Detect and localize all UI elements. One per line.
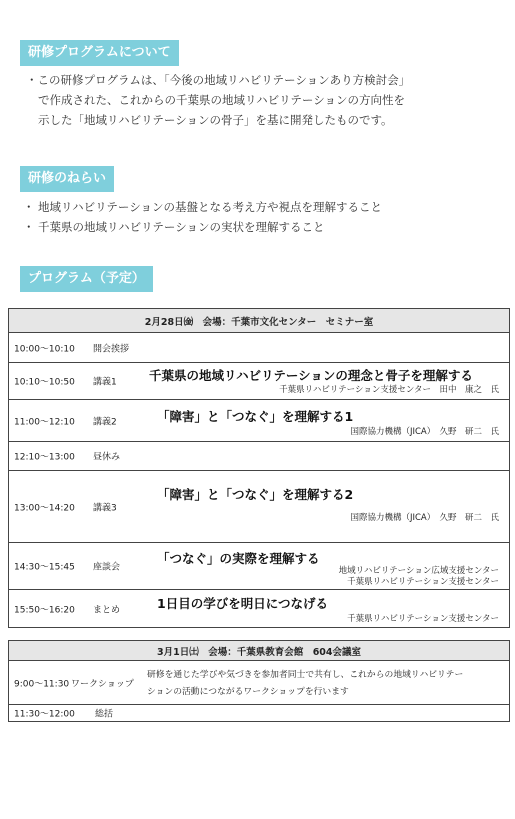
- row-speaker: 国際協力機構（JICA） 久野 研二 氏: [350, 427, 499, 437]
- section-heading-aims: 研修のねらい: [20, 166, 114, 192]
- table-row: [9, 543, 510, 590]
- table-row: [9, 363, 510, 400]
- program-table-day2: [8, 640, 510, 722]
- row-title: 1日目の学びを明日につなげる: [157, 596, 328, 611]
- about-line-3: 示した「地域リハビリテーションの骨子」を基に開発したものです。: [38, 113, 393, 127]
- row-time: 14:30〜15:45: [14, 562, 75, 573]
- row-time: 10:00〜10:10: [14, 344, 75, 354]
- about-line-1: ・この研修プログラムは、「今後の地域リハビリテーションあり方検討会」: [26, 73, 411, 87]
- program-table-day1: [8, 308, 510, 628]
- day1-header: 2月28日㈮ 会場：千葉市文化センター セミナー室: [9, 309, 510, 333]
- table-row: [9, 333, 510, 363]
- row-time: 9:00〜11:30: [14, 679, 70, 689]
- row-title: 「障害」と「つなぐ」を理解する2: [157, 487, 354, 502]
- row-time: 11:30〜12:00: [14, 709, 75, 720]
- table-row: [9, 400, 510, 442]
- row-time: 10:10〜10:50: [14, 377, 75, 388]
- row-speaker: 千葉県リハビリテーション支援センター 田中 康之 氏: [279, 385, 499, 395]
- row-time: 11:00〜12:10: [14, 417, 75, 427]
- row-time: 15:50〜16:20: [14, 605, 75, 615]
- section-heading-program: プログラム（予定）: [20, 266, 153, 292]
- row-speaker: 千葉県リハビリテーション支援センター: [347, 577, 499, 587]
- row-description: 研修を通じた学びや気づきを参加者同士で共有し、これからの地域リハビリテーションの活動につながるワークショップを行います: [147, 670, 464, 697]
- row-time: 13:00〜14:20: [14, 503, 75, 513]
- day2-header: 3月1日㈯ 会場：千葉県教育会館 604会議室: [9, 641, 510, 661]
- row-speaker: 地域リハビリテーション広域支援センター: [338, 566, 499, 576]
- row-speaker: 国際協力機構（JICA） 久野 研二 氏: [350, 513, 499, 523]
- row-title: 「つなぐ」の実際を理解する: [157, 551, 320, 566]
- row-time: 12:10〜13:00: [14, 452, 75, 463]
- section-heading-about: 研修プログラムについて: [20, 40, 179, 66]
- aims-list: [26, 197, 382, 237]
- row-type: 昼休み: [93, 452, 121, 463]
- table-row: [9, 705, 510, 722]
- table-row: [9, 442, 510, 471]
- row-type: まとめ: [93, 605, 121, 615]
- row-type: ワークショップ: [71, 679, 134, 689]
- row-type: 座談会: [93, 562, 121, 573]
- table-row: [9, 590, 510, 628]
- row-title: 「障害」と「つなぐ」を理解する1: [157, 409, 354, 424]
- row-type: 開会挨拶: [93, 344, 130, 354]
- row-type: 総括: [95, 709, 114, 720]
- row-speaker: 千葉県リハビリテーション支援センター: [347, 614, 499, 624]
- about-text: [26, 70, 410, 130]
- row-title: 千葉県の地域リハビリテーションの理念と骨子を理解する: [149, 368, 473, 383]
- row-type: 講義1: [93, 377, 117, 388]
- row-type: 講義2: [93, 417, 117, 427]
- about-line-2: で作成された、これからの千葉県の地域リハビリテーションの方向性を: [38, 93, 405, 107]
- table-row: [9, 471, 510, 543]
- aim-item: ・ 地域リハビリテーションの基盤となる考え方や視点を理解すること: [26, 197, 382, 217]
- row-type: 講義3: [93, 503, 117, 513]
- table-row: [9, 661, 510, 705]
- aim-item: ・ 千葉県の地域リハビリテーションの実状を理解すること: [26, 217, 382, 237]
